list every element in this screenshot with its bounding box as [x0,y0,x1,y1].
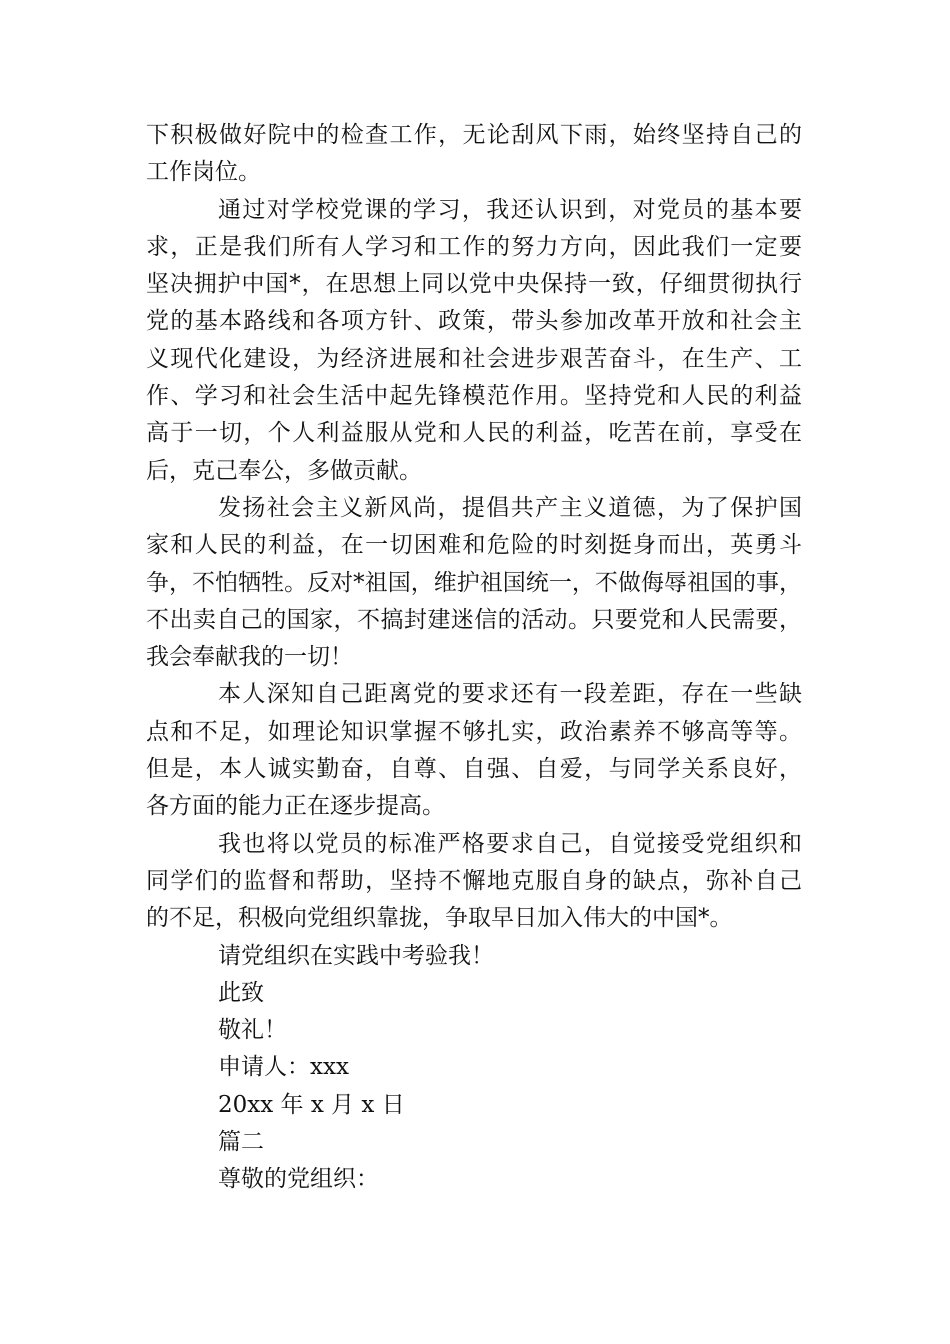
text-line: 争，不怕牺牲。反对*祖国，维护祖国统一，不做侮辱祖国的事， [146,569,802,596]
text-line: 此致 [218,979,264,1006]
text-line: 篇二 [218,1129,264,1156]
text-line: 的不足，积极向党组织靠拢，争取早日加入伟大的中国*。 [146,905,733,932]
text-line: 家和人民的利益，在一切困难和危险的时刻挺身而出，英勇斗 [146,532,802,559]
text-line: 请党组织在实践中考验我！ [218,942,494,969]
document-body [146,117,802,1199]
text-line: 各方面的能力正在逐步提高。 [146,793,445,820]
text-line: 本人深知自己距离党的要求还有一段差距，存在一些缺 [218,681,802,708]
text-line: 高于一切，个人利益服从党和人民的利益，吃苦在前，享受在 [146,420,802,447]
text-line: 通过对学校党课的学习，我还认识到，对党员的基本要 [218,196,802,223]
text-line: 敬礼！ [218,1017,287,1044]
text-line: 申请人：xxx [218,1054,349,1081]
text-line: 但是，本人诚实勤奋，自尊、自强、自爱，与同学关系良好， [146,756,802,783]
text-line: 我也将以党员的标准严格要求自己，自觉接受党组织和 [218,830,802,857]
text-line: 作、学习和社会生活中起先锋模范作用。坚持党和人民的利益 [146,383,802,410]
text-line: 发扬社会主义新风尚，提倡共产主义道德，为了保护国 [218,494,802,521]
text-line: 义现代化建设，为经济进展和社会进步艰苦奋斗，在生产、工 [146,345,802,372]
text-line: 求，正是我们所有人学习和工作的努力方向，因此我们一定要 [146,233,802,260]
text-line: 我会奉献我的一切！ [146,644,353,671]
text-line: 工作岗位。 [146,159,261,186]
text-line: 党的基本路线和各项方针、政策，带头参加改革开放和社会主 [146,308,802,335]
text-line: 点和不足，如理论知识掌握不够扎实，政治素养不够高等等。 [146,718,802,745]
text-line: 下积极做好院中的检查工作，无论刮风下雨，始终坚持自己的 [146,122,802,148]
text-line: 20xx 年 x 月 x 日 [218,1091,405,1118]
text-line: 不出卖自己的国家，不搞封建迷信的活动。只要党和人民需要， [146,606,802,633]
text-line: 坚决拥护中国*，在思想上同以党中央保持一致，仔细贯彻执行 [146,271,802,298]
text-line: 尊敬的党组织： [218,1166,379,1193]
text-line: 同学们的监督和帮助，坚持不懈地克服自身的缺点，弥补自己 [146,867,802,894]
text-line: 后，克己奉公，多做贡献。 [146,457,422,484]
